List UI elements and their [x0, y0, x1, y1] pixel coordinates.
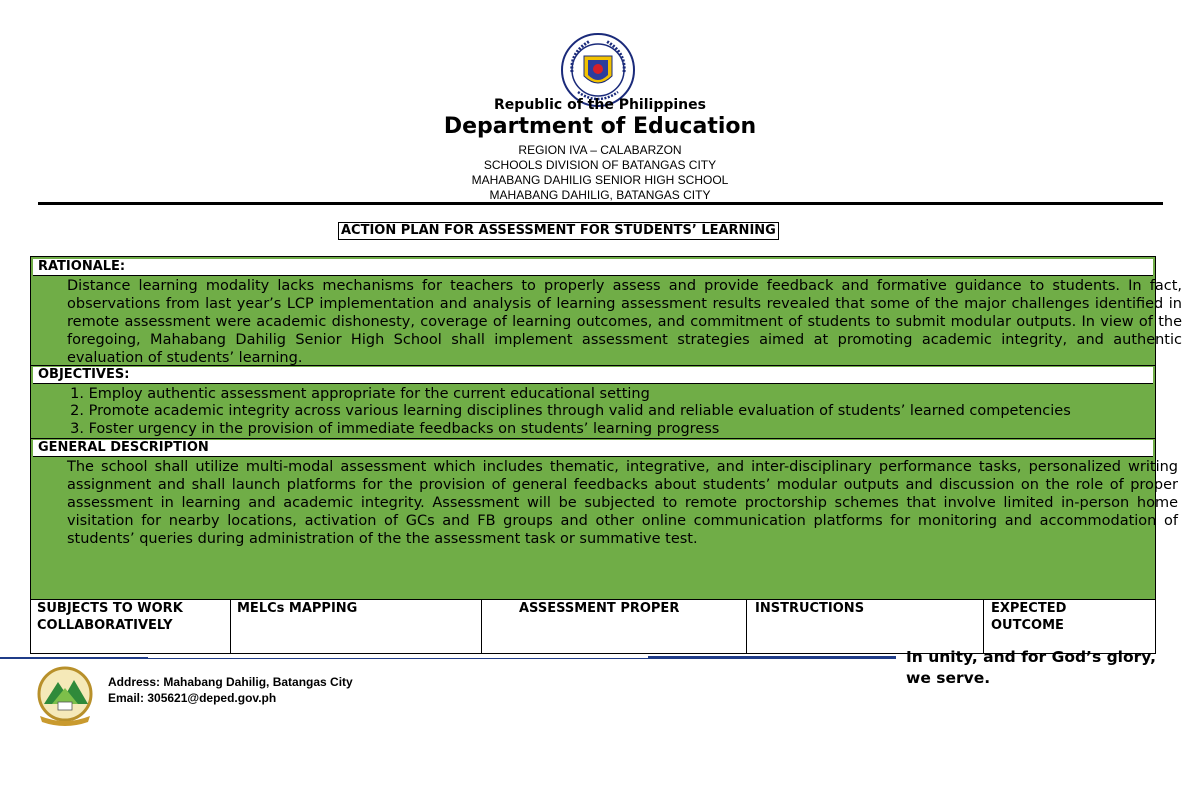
objective-number: 3. — [70, 421, 84, 437]
division-line: SCHOOLS DIVISION OF BATANGAS CITY — [483, 158, 717, 172]
column-header-melcs: MELCs MAPPING — [237, 601, 358, 616]
general-description-text: The school shall utilize multi-modal assessment which includes thematic, integrative, and inter-disciplinary performance tasks, personalized writing assignment and shall launch platforms for the provision of general feedbacks about students’ modular outputs and discussion on the role of proper assessment in learning and academic integrity. Assessment will be subjected to remote proctorship schemes that involve limited in-person home visitation for nearby locations, activation of GCs and FB groups and other online communication platforms for monitoring and accommodation of students’ queries during administration of the the assessment task or summative test. — [67, 459, 1178, 547]
footer-line — [648, 656, 896, 659]
objective-item — [60, 402, 1150, 420]
footer-line — [0, 657, 148, 659]
location-line: MAHABANG DAHILIG, BATANGAS CITY — [489, 188, 711, 202]
school-logo — [32, 666, 98, 726]
region-line: REGION IVA – CALABARZON — [518, 143, 682, 157]
rationale-label: RATIONALE: — [33, 259, 1153, 276]
rationale-text: Distance learning modality lacks mechanisms for teachers to properly assess and provide feedback and formative guidance to students. In fact, observations from last year’s LCP implementation and analysis of learning assessment results revealed that some of the major challenges identified in remote assessment were academic dishonesty, coverage of learning outcomes, and commitment of students to submit modular outputs. In view of the foregoing, Mahabang Dahilig Senior High School shall implement assessment strategies aimed at promoting academic integrity, and authentic evaluation of students’ learning. — [67, 278, 1182, 366]
column-header-outcome: EXPECTED OUTCOME — [991, 601, 1067, 633]
column-header-instructions: INSTRUCTIONS — [755, 601, 865, 616]
column-header-subjects: SUBJECTS TO WORK COLLABORATIVELY — [37, 601, 183, 633]
footer-address: Address: Mahabang Dahilig, Batangas City — [108, 675, 353, 689]
column-header-assessment: ASSESSMENT PROPER — [519, 601, 680, 616]
objective-text: Foster urgency in the provision of immediate feedbacks on students’ learning progress — [88, 421, 720, 437]
header-divider — [38, 202, 1163, 205]
objective-item — [60, 385, 1150, 403]
objective-text: Employ authentic assessment appropriate for the current educational setting — [88, 386, 650, 402]
footer-motto: In unity, and for God’s glory, we serve. — [906, 648, 1157, 687]
objectives-label: OBJECTIVES: — [33, 367, 1153, 384]
footer-email: Email: 305621@deped.gov.ph — [108, 691, 277, 705]
department-title: Department of Education — [443, 114, 757, 139]
republic-heading: Republic of the Philippines — [494, 97, 706, 113]
objective-number: 1. — [70, 386, 84, 402]
objective-number: 2. — [70, 403, 84, 419]
column-divider — [983, 600, 984, 654]
plan-title: ACTION PLAN FOR ASSESSMENT FOR STUDENTS’ LEARNING — [338, 222, 779, 240]
footer-line — [148, 658, 648, 659]
objective-item — [60, 420, 1150, 438]
column-divider — [230, 600, 231, 654]
row-divider — [31, 438, 1155, 439]
general-description-label: GENERAL DESCRIPTION — [33, 440, 1153, 457]
objective-text: Promote academic integrity across various learning disciplines through valid and reliable evaluation of students’ learned competencies — [88, 403, 1071, 419]
column-divider — [746, 600, 747, 654]
school-line: MAHABANG DAHILIG SENIOR HIGH SCHOOL — [471, 173, 729, 187]
column-divider — [481, 600, 482, 654]
